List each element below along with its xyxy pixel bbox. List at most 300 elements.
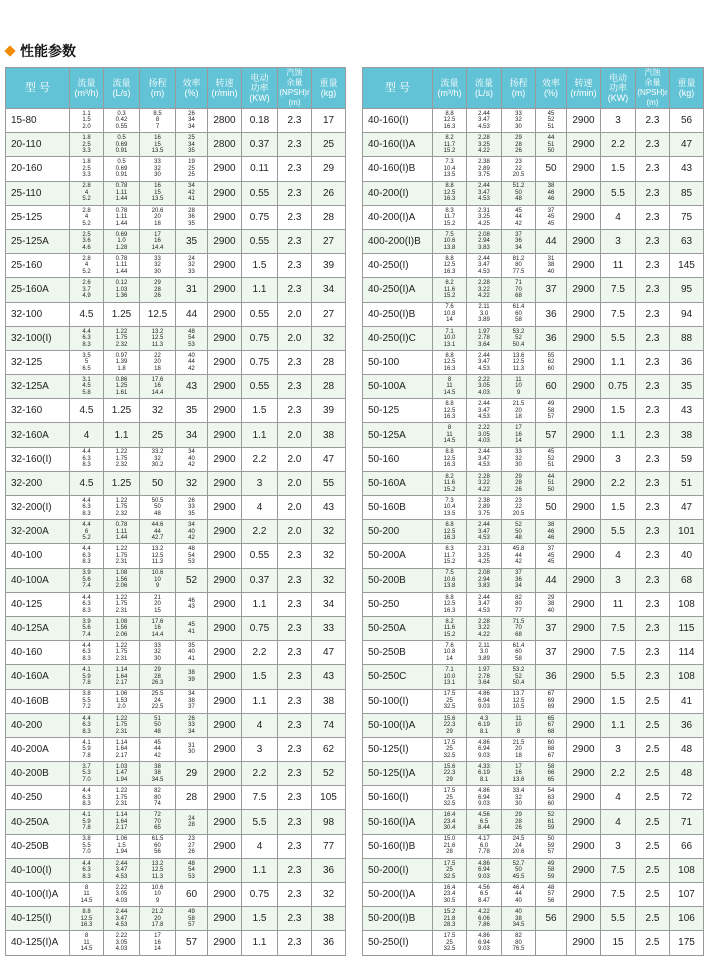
cell-npsh: 2.3: [636, 520, 670, 544]
cell-model: 50-160(I)B: [363, 834, 433, 858]
cell-flow-m3h: 7.5 10.6 13.8: [433, 229, 467, 253]
cell-weight: 56: [670, 109, 704, 133]
cell-model: 40-125(I): [6, 907, 70, 931]
cell-flow-ls: 0.78 1.11 1.44: [104, 254, 140, 278]
cell-speed: 2900: [567, 858, 601, 882]
header-line: (L/s): [475, 88, 493, 98]
cell-weight: 114: [670, 641, 704, 665]
cell-model: 40-250(I)A: [363, 278, 433, 302]
table-row: [6, 496, 346, 520]
cell-flow-m3h: 1.8 2.5 3.3: [70, 157, 104, 181]
cell-flow-m3h: 2.8 4 5.2: [70, 254, 104, 278]
cell-flow-m3h: 15.6 22.3 29: [433, 713, 467, 737]
cell-power: 4: [242, 496, 278, 520]
cell-power: 7.5: [601, 641, 636, 665]
cell-power: 1.5: [601, 496, 636, 520]
cell-npsh: 2.3: [636, 278, 670, 302]
cell-head: 13.7 12.5 10.5: [502, 689, 536, 713]
cell-speed: 2900: [208, 157, 242, 181]
cell-weight: 39: [312, 254, 346, 278]
cell-flow-m3h: 7.5 10.6 13.8: [433, 568, 467, 592]
header-line: (m): [150, 88, 165, 98]
cell-npsh: 2.5: [636, 858, 670, 882]
cell-model: 50-125: [363, 399, 433, 423]
cell-flow-ls: 2.22 3.05 4.03: [104, 931, 140, 955]
cell-speed: 2900: [208, 181, 242, 205]
cell-npsh: 2.3: [278, 205, 312, 229]
cell-efficiency: 34 42 41: [176, 181, 208, 205]
cell-npsh: 2.3: [636, 641, 670, 665]
cell-npsh: 2.5: [636, 713, 670, 737]
cell-flow-ls: 2.31 3.25 4.25: [467, 544, 502, 568]
cell-head: 50.5 50 48: [140, 496, 176, 520]
cell-power: 2.2: [601, 471, 636, 495]
header-line: 功率: [250, 83, 269, 93]
cell-flow-ls: 1.14 1.64 2.17: [104, 665, 140, 689]
cell-power: 0.37: [242, 568, 278, 592]
cell-model: 32-125A: [6, 375, 70, 399]
cell-efficiency: 36: [536, 302, 567, 326]
cell-flow-ls: 1.22 1.75 2.31: [104, 786, 140, 810]
cell-weight: 26: [312, 181, 346, 205]
cell-speed: 2900: [567, 641, 601, 665]
cell-flow-ls: 1.22 1.75 2.31: [104, 641, 140, 665]
header-line: 电动: [608, 73, 627, 83]
cell-flow-ls: 1.25: [104, 471, 140, 495]
cell-model: 40-125A: [6, 616, 70, 640]
cell-power: 1.5: [242, 399, 278, 423]
cell-flow-ls: 1.22 1.75 2.31: [104, 544, 140, 568]
cell-weight: 47: [670, 133, 704, 157]
cell-speed: 2900: [567, 326, 601, 350]
cell-speed: 2900: [208, 762, 242, 786]
cell-flow-ls: 1.22 1.75 2.31: [104, 713, 140, 737]
cell-efficiency: 19 25 25: [176, 157, 208, 181]
header-power: [242, 68, 278, 109]
cell-model: 20-110: [6, 133, 70, 157]
cell-speed: 2900: [208, 423, 242, 447]
cell-model: 25-160: [6, 254, 70, 278]
cell-flow-m3h: 4: [70, 423, 104, 447]
table-row: [363, 181, 704, 205]
cell-flow-m3h: 8.8 12.5 16.3: [433, 399, 467, 423]
header-npsh: [278, 68, 312, 109]
cell-weight: 39: [312, 399, 346, 423]
cell-efficiency: 57: [536, 423, 567, 447]
cell-power: 5.5: [242, 810, 278, 834]
cell-npsh: 2.3: [278, 762, 312, 786]
header-line: 流量: [112, 78, 131, 88]
table-row: [363, 157, 704, 181]
table-row: [6, 254, 346, 278]
cell-speed: 2900: [567, 471, 601, 495]
cell-head: 10.6 10 9: [140, 883, 176, 907]
cell-npsh: 2.3: [636, 423, 670, 447]
cell-speed: 2900: [567, 616, 601, 640]
cell-flow-m3h: 8.3 11.7 15.2: [433, 205, 467, 229]
cell-npsh: 2.3: [636, 157, 670, 181]
cell-weight: 175: [670, 931, 704, 955]
cell-model: 50-200: [363, 520, 433, 544]
cell-efficiency: 40 44 42: [176, 350, 208, 374]
header-line: 功率: [608, 83, 627, 93]
performance-table-right: [362, 67, 704, 956]
cell-flow-m3h: 8.8 12.5 16.3: [433, 254, 467, 278]
cell-power: 11: [601, 254, 636, 278]
table-row: [6, 616, 346, 640]
cell-flow-ls: 1.1: [104, 423, 140, 447]
cell-flow-m3h: 8 11 14.5: [70, 883, 104, 907]
cell-speed: 2900: [567, 447, 601, 471]
cell-flow-m3h: 15.2 21.8 28.3: [433, 907, 467, 931]
cell-flow-ls: 4.17 6.0 7.78: [467, 834, 502, 858]
cell-npsh: 2.5: [636, 737, 670, 761]
cell-efficiency: 28 36 35: [176, 205, 208, 229]
cell-flow-ls: 4.56 6.5 8.44: [467, 810, 502, 834]
table-row: [363, 133, 704, 157]
header-line: (m): [511, 88, 526, 98]
cell-efficiency: 35: [176, 399, 208, 423]
cell-speed: 2900: [567, 810, 601, 834]
cell-head: 33 32 30: [140, 641, 176, 665]
cell-weight: 43: [312, 665, 346, 689]
cell-flow-m3h: 4.4 6.3 8.3: [70, 713, 104, 737]
cell-speed: 2900: [567, 931, 601, 955]
cell-power: 1.1: [242, 689, 278, 713]
table-row: [363, 641, 704, 665]
cell-speed: 2800: [208, 109, 242, 133]
cell-flow-m3h: 4.4 6.3 8.3: [70, 544, 104, 568]
cell-weight: 77: [312, 834, 346, 858]
cell-flow-m3h: 8.8 12.5 16.3: [433, 592, 467, 616]
header-line: 转速: [574, 78, 593, 88]
cell-power: 7.5: [242, 786, 278, 810]
cell-weight: 55: [312, 471, 346, 495]
cell-speed: 2900: [567, 883, 601, 907]
cell-efficiency: 58 66 65: [536, 762, 567, 786]
cell-npsh: 2.3: [278, 810, 312, 834]
cell-efficiency: 35: [176, 229, 208, 253]
table-row: [363, 568, 704, 592]
cell-flow-ls: 1.25: [104, 399, 140, 423]
cell-weight: 66: [670, 834, 704, 858]
cell-flow-ls: 2.22 3.05 4.03: [467, 375, 502, 399]
cell-efficiency: 38 46 46: [536, 181, 567, 205]
performance-table-left: [5, 67, 346, 956]
cell-speed: 2900: [567, 375, 601, 399]
cell-weight: 63: [670, 229, 704, 253]
cell-head: 11 10 9: [502, 375, 536, 399]
table-row: [363, 810, 704, 834]
header-line: (m): [646, 98, 659, 107]
cell-weight: 47: [312, 447, 346, 471]
cell-model: 40-160(I)B: [363, 157, 433, 181]
cell-power: 15: [601, 931, 636, 955]
cell-head: 29 28 26: [502, 133, 536, 157]
cell-weight: 32: [312, 326, 346, 350]
header-flow-m3h: [70, 68, 104, 109]
table-row: [6, 302, 346, 326]
cell-npsh: 2.3: [636, 109, 670, 133]
cell-weight: 59: [670, 447, 704, 471]
cell-flow-ls: 0.3 0.42 0.55: [104, 109, 140, 133]
cell-power: 0.37: [242, 133, 278, 157]
cell-npsh: 2.3: [636, 399, 670, 423]
cell-flow-ls: 2.22 3.05 4.03: [467, 423, 502, 447]
cell-flow-ls: 2.38 2.89 3.75: [467, 157, 502, 181]
cell-efficiency: 52: [176, 568, 208, 592]
cell-head: 23 22 20.5: [502, 157, 536, 181]
cell-model: 40-160: [6, 641, 70, 665]
cell-npsh: 2.3: [636, 229, 670, 253]
cell-power: 0.75: [242, 205, 278, 229]
header-line: (NPSH)r: [637, 88, 668, 97]
cell-flow-m3h: 3.8 5.5 7.2: [70, 689, 104, 713]
cell-model: 40-160B: [6, 689, 70, 713]
cell-efficiency: 44: [536, 229, 567, 253]
cell-flow-m3h: 8.8 12.5 16.3: [433, 447, 467, 471]
cell-flow-m3h: 8.2 11.6 15.2: [433, 616, 467, 640]
cell-flow-ls: 2.22 3.05 4.03: [104, 883, 140, 907]
cell-npsh: 2.3: [278, 399, 312, 423]
cell-model: 50-250C: [363, 665, 433, 689]
table-row: [6, 907, 346, 931]
cell-model: 50-100(I): [363, 689, 433, 713]
cell-flow-ls: 1.06 1.53 2.0: [104, 689, 140, 713]
cell-speed: 2900: [567, 737, 601, 761]
cell-flow-ls: 2.08 2.94 3.83: [467, 229, 502, 253]
header-line: (m³/h): [74, 88, 99, 98]
cell-npsh: 2.3: [278, 665, 312, 689]
cell-flow-m3h: 16.4 23.4 30.5: [433, 883, 467, 907]
cell-head: 12.5: [140, 302, 176, 326]
cell-npsh: 2.5: [636, 907, 670, 931]
cell-npsh: 2.3: [278, 350, 312, 374]
cell-power: 3: [601, 447, 636, 471]
cell-efficiency: 37: [536, 278, 567, 302]
cell-model: 50-125(I)A: [363, 762, 433, 786]
cell-model: 32-125: [6, 350, 70, 374]
header-line: 流量: [440, 78, 459, 88]
cell-speed: 2900: [208, 447, 242, 471]
cell-flow-ls: 2.44 3.47 4.53: [104, 907, 140, 931]
cell-weight: 108: [670, 592, 704, 616]
cell-efficiency: 25 34 35: [176, 133, 208, 157]
cell-npsh: 2.0: [278, 496, 312, 520]
cell-speed: 2900: [208, 350, 242, 374]
cell-model: 32-200A: [6, 520, 70, 544]
table-row: [363, 665, 704, 689]
cell-efficiency: 37: [536, 616, 567, 640]
cell-flow-m3h: 8.2 11.6 15.2: [433, 278, 467, 302]
cell-speed: 2900: [208, 665, 242, 689]
cell-npsh: 2.3: [636, 471, 670, 495]
cell-flow-ls: 4.33 6.19 8.1: [467, 762, 502, 786]
cell-head: 25: [140, 423, 176, 447]
cell-flow-ls: 2.44 3.47 4.53: [467, 254, 502, 278]
cell-model: 15-80: [6, 109, 70, 133]
table-row: [363, 205, 704, 229]
cell-speed: 2900: [567, 181, 601, 205]
header-line: (m³/h): [437, 88, 462, 98]
cell-flow-ls: 0.5 0.69 0.91: [104, 157, 140, 181]
table-row: [6, 568, 346, 592]
cell-npsh: 2.3: [278, 278, 312, 302]
cell-speed: 2900: [567, 592, 601, 616]
cell-head: 71 70 68: [502, 278, 536, 302]
cell-flow-m3h: 4.1 5.9 7.8: [70, 737, 104, 761]
cell-head: 29 28 26: [140, 278, 176, 302]
cell-flow-ls: 2.44 3.47 4.53: [467, 399, 502, 423]
table-row: [363, 907, 704, 931]
cell-efficiency: 38 46 46: [536, 520, 567, 544]
cell-npsh: 2.3: [278, 931, 312, 955]
cell-weight: 38: [312, 689, 346, 713]
cell-weight: 71: [670, 810, 704, 834]
cell-flow-ls: 4.86 6.94 9.03: [467, 737, 502, 761]
header-line: (kg): [678, 88, 695, 98]
cell-weight: 68: [670, 568, 704, 592]
cell-weight: 74: [312, 713, 346, 737]
cell-power: 7.5: [601, 883, 636, 907]
cell-efficiency: 26 33 35: [176, 496, 208, 520]
cell-speed: 2900: [567, 496, 601, 520]
cell-efficiency: 54 63 60: [536, 786, 567, 810]
header-line: (L/s): [112, 88, 131, 98]
header-npsh: [636, 68, 670, 109]
table-row: [6, 471, 346, 495]
cell-speed: 2900: [567, 834, 601, 858]
cell-model: 50-125(I): [363, 737, 433, 761]
cell-efficiency: 32: [176, 471, 208, 495]
cell-power: 3: [601, 109, 636, 133]
cell-model: 40-200(I)A: [363, 205, 433, 229]
cell-model: 40-100(I)A: [6, 883, 70, 907]
cell-weight: 105: [312, 786, 346, 810]
cell-weight: 48: [670, 762, 704, 786]
header-weight: [312, 68, 346, 109]
cell-npsh: 2.3: [278, 133, 312, 157]
section-title: [6, 40, 76, 62]
cell-head: 33 32 30: [140, 157, 176, 181]
table-row: [363, 592, 704, 616]
header-line: (KW): [607, 93, 629, 103]
cell-flow-m3h: 15.0 21.6 28: [433, 834, 467, 858]
cell-model: 50-200(I)A: [363, 883, 433, 907]
header-line: 效率: [541, 78, 560, 88]
cell-head: 45.8 44 42: [502, 544, 536, 568]
cell-efficiency: 34 40 42: [176, 447, 208, 471]
cell-power: 4: [601, 786, 636, 810]
cell-model: 50-200(I)B: [363, 907, 433, 931]
header-flow-ls: [467, 68, 502, 109]
table-row: [6, 713, 346, 737]
cell-head: 24.5 24 20.6: [502, 834, 536, 858]
header-model: 型 号: [6, 68, 70, 109]
cell-npsh: 2.0: [278, 423, 312, 447]
header-line: (NPSH)r: [279, 88, 310, 97]
cell-weight: 115: [670, 616, 704, 640]
cell-head: 13.6 12.5 11.3: [502, 350, 536, 374]
cell-power: 0.11: [242, 157, 278, 181]
cell-efficiency: 67 69 69: [536, 689, 567, 713]
cell-weight: 75: [670, 205, 704, 229]
cell-speed: 2900: [208, 544, 242, 568]
cell-power: 4: [601, 544, 636, 568]
cell-flow-m3h: 8.2 11.6 15.2: [433, 471, 467, 495]
cell-flow-m3h: 4.4 6.3 8.3: [70, 496, 104, 520]
header-line: 重量: [319, 78, 338, 88]
cell-flow-m3h: 4.5: [70, 302, 104, 326]
cell-flow-ls: 1.14 1.64 2.17: [104, 737, 140, 761]
cell-power: 0.55: [242, 375, 278, 399]
cell-efficiency: 24 32 33: [176, 254, 208, 278]
cell-flow-ls: 2.44 3.47 4.53: [104, 858, 140, 882]
cell-weight: 48: [670, 737, 704, 761]
cell-flow-m3h: 17.5 25 32.5: [433, 689, 467, 713]
cell-flow-ls: 2.28 3.25 4.22: [467, 133, 502, 157]
cell-efficiency: 35 40 41: [176, 641, 208, 665]
cell-head: 21.5 20 18: [502, 737, 536, 761]
cell-flow-ls: 4.86 6.94 9.03: [467, 786, 502, 810]
cell-flow-m3h: 4.4 6.3 8.3: [70, 592, 104, 616]
header-line: 扬程: [148, 78, 167, 88]
cell-flow-m3h: 3.9 5.6 7.4: [70, 616, 104, 640]
table-row: [363, 109, 704, 133]
table-row: [363, 713, 704, 737]
section-title-text: 性能参数: [20, 43, 76, 59]
cell-model: 50-250: [363, 592, 433, 616]
table-row: [6, 205, 346, 229]
cell-speed: 2900: [567, 423, 601, 447]
cell-head: 17 16 13.6: [502, 762, 536, 786]
cell-npsh: 2.3: [636, 254, 670, 278]
cell-npsh: 2.3: [278, 544, 312, 568]
cell-head: 25.5 24 22.5: [140, 689, 176, 713]
cell-npsh: 2.3: [278, 375, 312, 399]
cell-flow-m3h: 1.1 1.5 2.0: [70, 109, 104, 133]
cell-npsh: 2.5: [636, 689, 670, 713]
cell-speed: 2900: [567, 278, 601, 302]
cell-flow-ls: 2.44 3.47 4.53: [467, 520, 502, 544]
cell-flow-m3h: 1.8 2.5 3.3: [70, 133, 104, 157]
cell-weight: 62: [312, 737, 346, 761]
cell-speed: 2900: [208, 520, 242, 544]
cell-efficiency: 48 54 53: [176, 544, 208, 568]
cell-efficiency: 31: [176, 278, 208, 302]
cell-flow-ls: 2.28 3.22 4.22: [467, 278, 502, 302]
cell-weight: 40: [670, 544, 704, 568]
cell-head: 33 32 30: [502, 109, 536, 133]
cell-npsh: 2.3: [278, 713, 312, 737]
cell-weight: 85: [670, 181, 704, 205]
cell-power: 0.75: [242, 616, 278, 640]
cell-flow-m3h: 2.8 4 5.2: [70, 205, 104, 229]
cell-npsh: 2.3: [636, 616, 670, 640]
cell-head: 29 28 26: [502, 471, 536, 495]
cell-power: 0.55: [242, 544, 278, 568]
cell-flow-ls: 1.22 1.75 2.32: [104, 326, 140, 350]
header-row: [363, 68, 704, 109]
cell-power: 5.5: [601, 181, 636, 205]
table-row: [6, 520, 346, 544]
cell-flow-m3h: 15.6 22.3 29: [433, 762, 467, 786]
cell-head: 46.4 44 40: [502, 883, 536, 907]
cell-model: 40-250(I): [363, 254, 433, 278]
cell-efficiency: 26 34 34: [176, 109, 208, 133]
cell-model: 25-110: [6, 181, 70, 205]
cell-power: 2.2: [601, 762, 636, 786]
